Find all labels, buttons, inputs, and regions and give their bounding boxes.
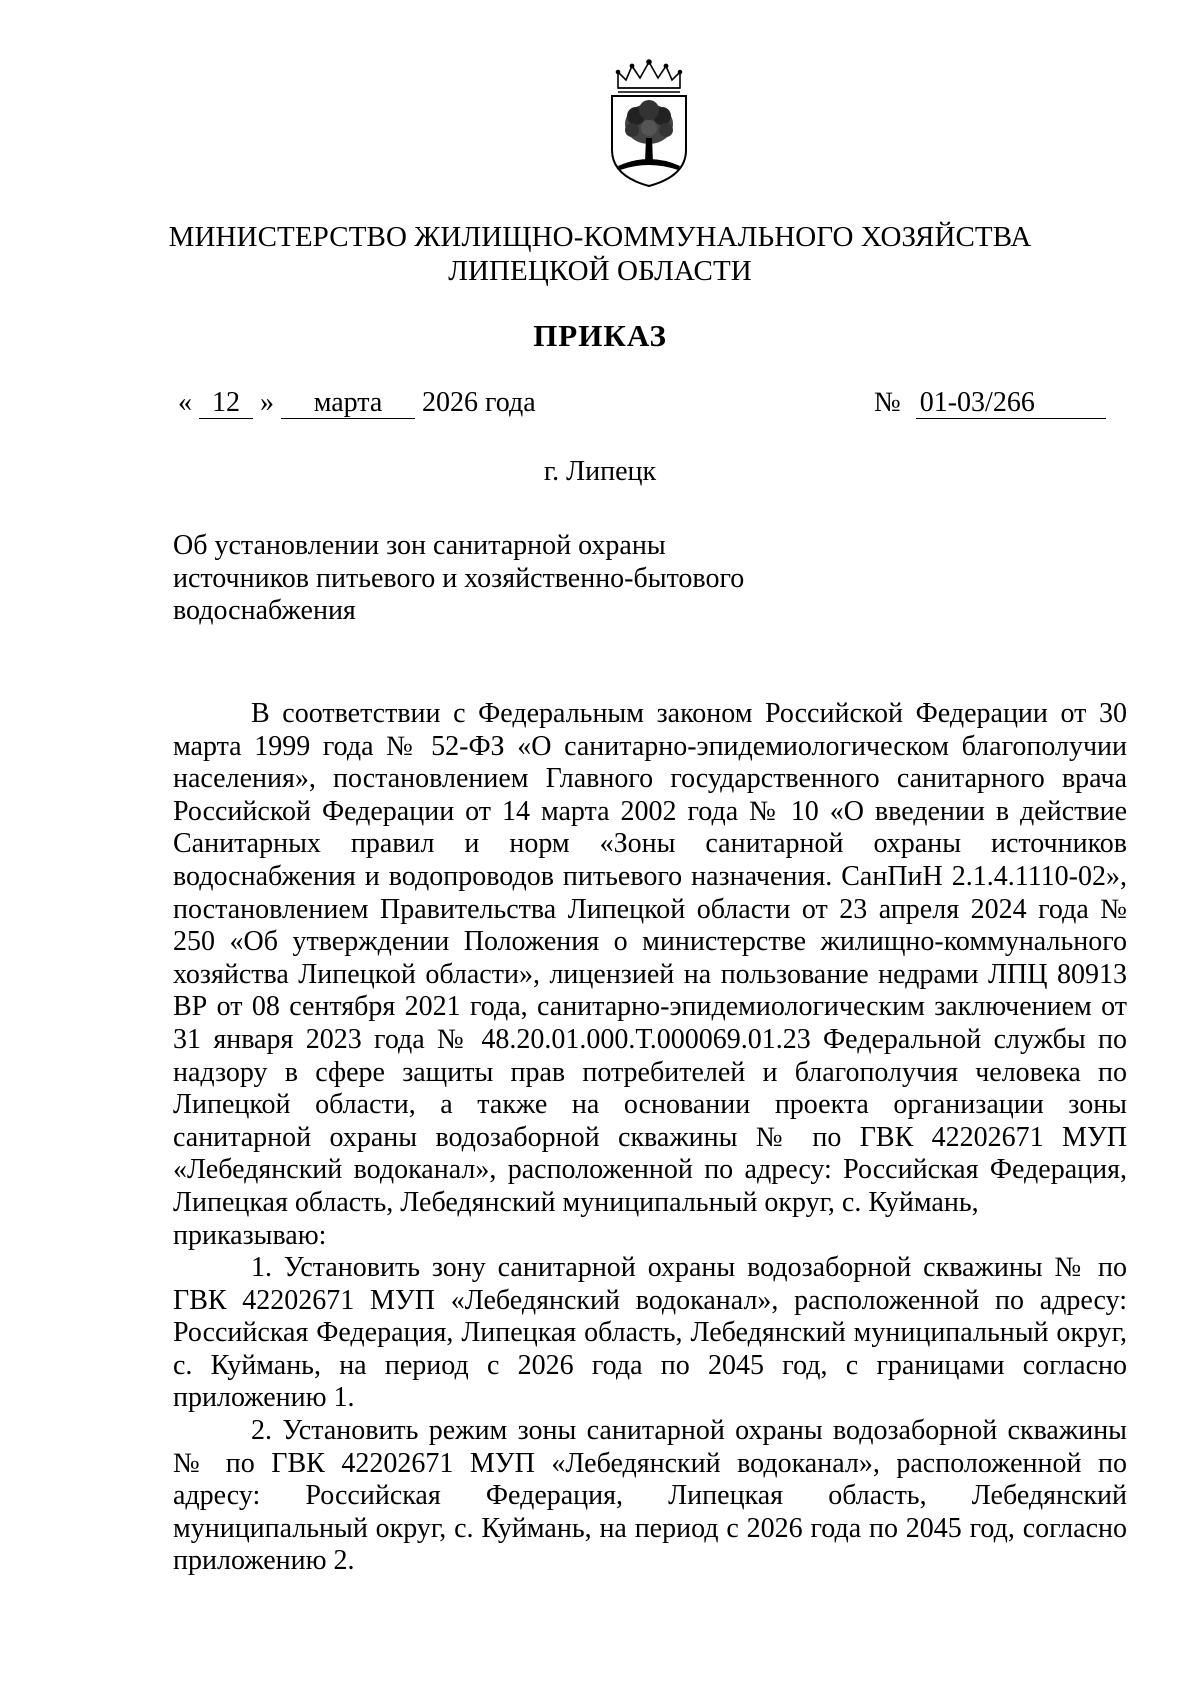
subject-line-2: источников питьевого и хозяйственно-бытового xyxy=(173,562,745,594)
date-open-quote: « xyxy=(178,387,192,418)
order-word: приказываю: xyxy=(173,1219,327,1251)
date-month: марта xyxy=(281,388,415,419)
order-body xyxy=(173,698,1127,1578)
document-title: ПРИКАЗ xyxy=(533,318,667,353)
number-sign: № xyxy=(874,387,901,418)
subject-line-3: водоснабжения xyxy=(173,595,356,626)
preamble-paragraph: В соответствии с Федеральным законом Российской Федерации от 30 марта 1999 года № 52-ФЗ «О санитарно-эпидемиологическом благополучии населения», постановлением Главного государственного санитарного врача Российской Федерации от 14 марта 2002 года № 10 «О введении в действие Санитарных правил и норм «Зоны санитарной охраны источников водоснабжения и водопроводов питьевого назначения. СанПиН 2.1.4.1110-02», постановлением Правительства Липецкой области от 23 апреля 2024 года № 250 «Об утверждении Положения о министерстве жилищно-коммунального хозяйства Липецкой области», лицензией на пользование недрами ЛПЦ 80913 ВР от 08 сентября 2021 года, санитарно-эпидемиологическим заключением от 31 января 2023 года № 48.20.01.000.Т.000069.01.23 Федеральной службы по надзору в сфере защиты прав потребителей и благополучия человека по Липецкой области, а также на основании проекта организации зоны санитарной охраны водозаборной скважины № по ГВК 42202671 МУП «Лебедянский водоканал», расположенной по адресу: Российская Федерация, Липецкая область, Лебедянский муниципальный округ, с. Куймань, xyxy=(173,698,1127,1218)
date-close-quote: » xyxy=(260,387,274,418)
order-date xyxy=(178,386,536,420)
ministry-header xyxy=(0,220,1200,288)
order-item-2: 2. Установить режим зоны санитарной охраны водозаборной скважины № по ГВК 42202671 МУП «Лебедянский водоканал», расположенной по адресу: Российская Федерация, Липецкая область, Лебедянский муниципальный округ, с. Куймань, на период с 2026 года по 2045 год, согласно приложению 2. xyxy=(173,1415,1127,1577)
date-year: 2026 года xyxy=(422,387,536,418)
city-name: г. Липецк xyxy=(543,456,657,487)
ministry-name-line-2: ЛИПЕЦКОЙ ОБЛАСТИ xyxy=(448,255,752,287)
date-day: 12 xyxy=(199,388,253,419)
subject-line-1: Об установлении зон санитарной охраны xyxy=(173,530,666,561)
number-value: 01-03/266 xyxy=(916,388,1106,419)
order-item-1: 1. Установить зону санитарной охраны водозаборной скважины № по ГВК 42202671 МУП «Лебедянский водоканал», расположенной по адресу: Российская Федерация, Липецкая область, Лебедянский муниципальный округ, с. Куймань, на период с 2026 года по 2045 год, с границами согласно приложению 1. xyxy=(173,1252,1127,1414)
coat-of-arms-icon xyxy=(598,58,700,188)
ministry-name-line-1: МИНИСТЕРСТВО ЖИЛИЩНО-КОММУНАЛЬНОГО ХОЗЯЙСТВА xyxy=(168,221,1032,253)
order-number xyxy=(874,386,1106,420)
order-subject xyxy=(173,530,744,628)
